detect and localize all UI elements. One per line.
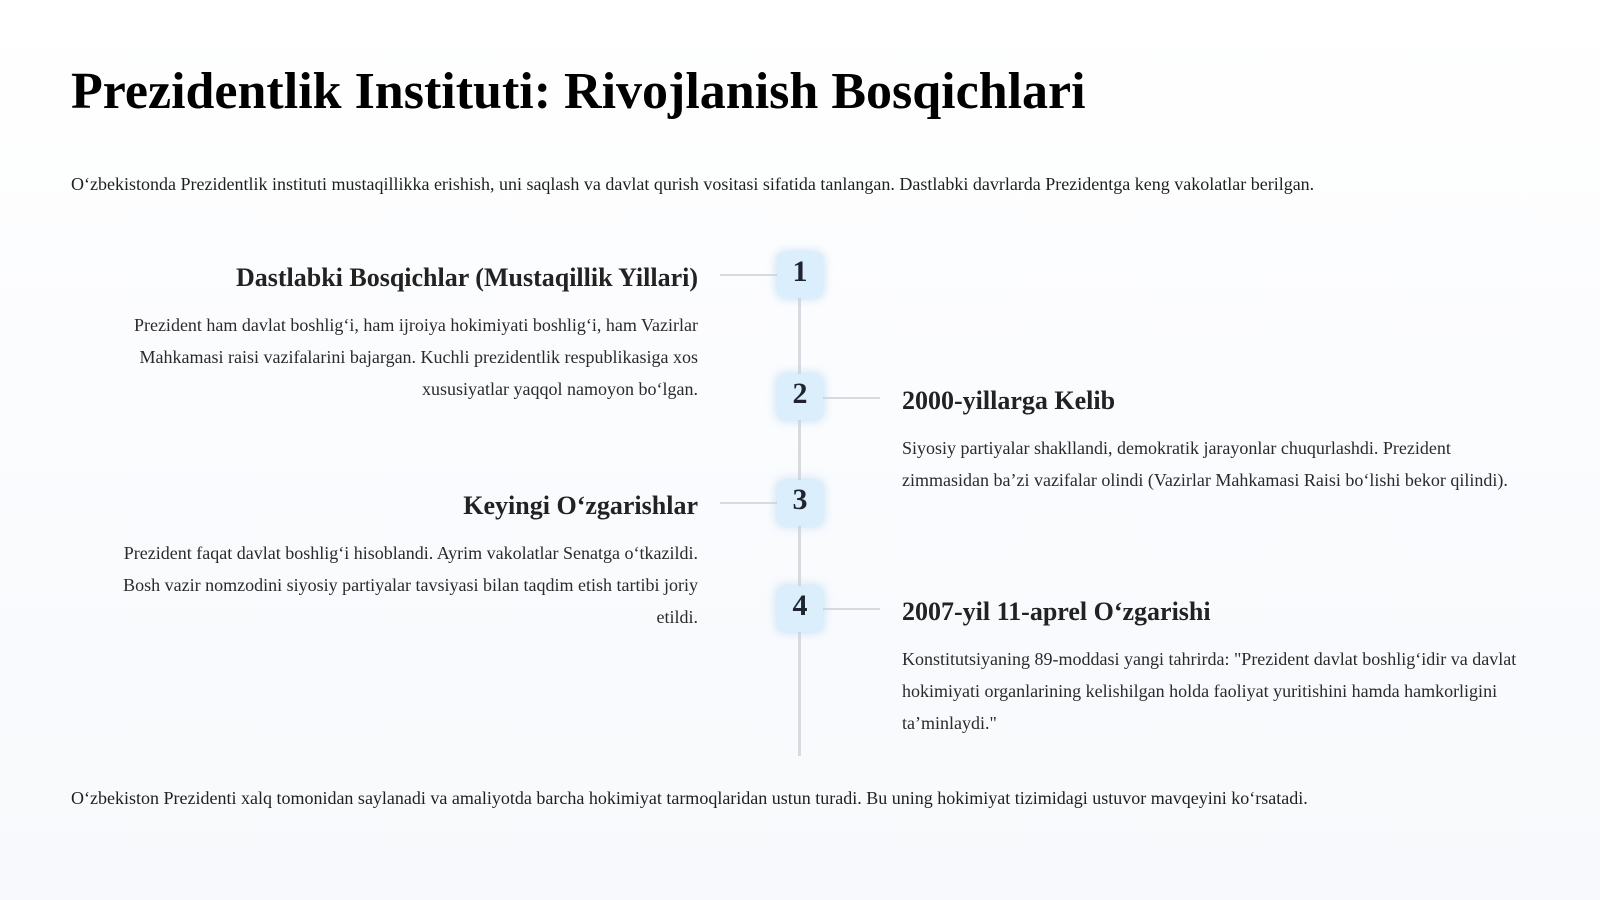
intro-text: O‘zbekistonda Prezidentlik instituti mustaqillikka erishish, uni saqlash va davlat qurish vositasi sifatida tanlangan. Dastlabki davrlarda Prezidentga keng vakolatlar berilgan. — [71, 174, 1315, 194]
timeline-step-badge-3: 3 — [777, 480, 823, 526]
timeline-connector-3 — [720, 502, 778, 504]
timeline-connector-4 — [822, 608, 880, 610]
timeline-item-3 — [95, 490, 698, 633]
timeline-item-1 — [95, 262, 698, 405]
page-title: Prezidentlik Instituti: Rivojlanish Bosqichlari — [71, 63, 1086, 120]
timeline-item-title: Keyingi O‘zgarishlar — [463, 491, 698, 520]
timeline-step-badge-1: 1 — [777, 252, 823, 298]
timeline-item-title: Dastlabki Bosqichlar (Mustaqillik Yillari) — [235, 263, 698, 292]
timeline-step-badge-2: 2 — [777, 374, 823, 420]
timeline-connector-2 — [822, 397, 880, 399]
timeline-item-text: Prezident ham davlat boshlig‘i, ham ijroiya hokimiyati boshlig‘i, ham Vazirlar Mahkamasi raisi vazifalarini bajargan. Kuchli prezidentlik respublikasiga xos xususiyatlar yaqqol namoyon bo‘lgan. — [133, 315, 698, 400]
timeline-item-text: Prezident faqat davlat boshlig‘i hisoblandi. Ayrim vakolatlar Senatga o‘tkazildi. Bosh vazir nomzodini siyosiy partiyalar tavsiyasi bilan taqdim etish tartibi joriy etildi. — [123, 543, 698, 628]
timeline-connector-1 — [720, 274, 778, 276]
timeline-item-title: 2007-yil 11-aprel O‘zgarishi — [902, 597, 1211, 626]
timeline-item-text: Siyosiy partiyalar shakllandi, demokratik jarayonlar chuqurlashdi. Prezident zimmasidan ba’zi vazifalar olindi (Vazirlar Mahkamasi Raisi bo‘lishi bekor qilindi). — [902, 438, 1508, 491]
timeline-item-2 — [902, 385, 1532, 496]
timeline-item-4 — [902, 596, 1532, 739]
timeline-item-text: Konstitutsiyaning 89-moddasi yangi tahrirda: "Prezident davlat boshlig‘idir va davlat hokimiyati organlarining kelishilgan holda faoliyat yuritishini hamda hamkorligini ta’minlaydi." — [902, 649, 1517, 734]
timeline-step-badge-4: 4 — [777, 586, 823, 632]
timeline-item-title: 2000-yillarga Kelib — [902, 386, 1116, 415]
conclusion-text: O‘zbekiston Prezidenti xalq tomonidan saylanadi va amaliyotda barcha hokimiyat tarmoqlaridan ustun turadi. Bu uning hokimiyat tizimidagi ustuvor mavqeyini ko‘rsatadi. — [71, 788, 1308, 808]
